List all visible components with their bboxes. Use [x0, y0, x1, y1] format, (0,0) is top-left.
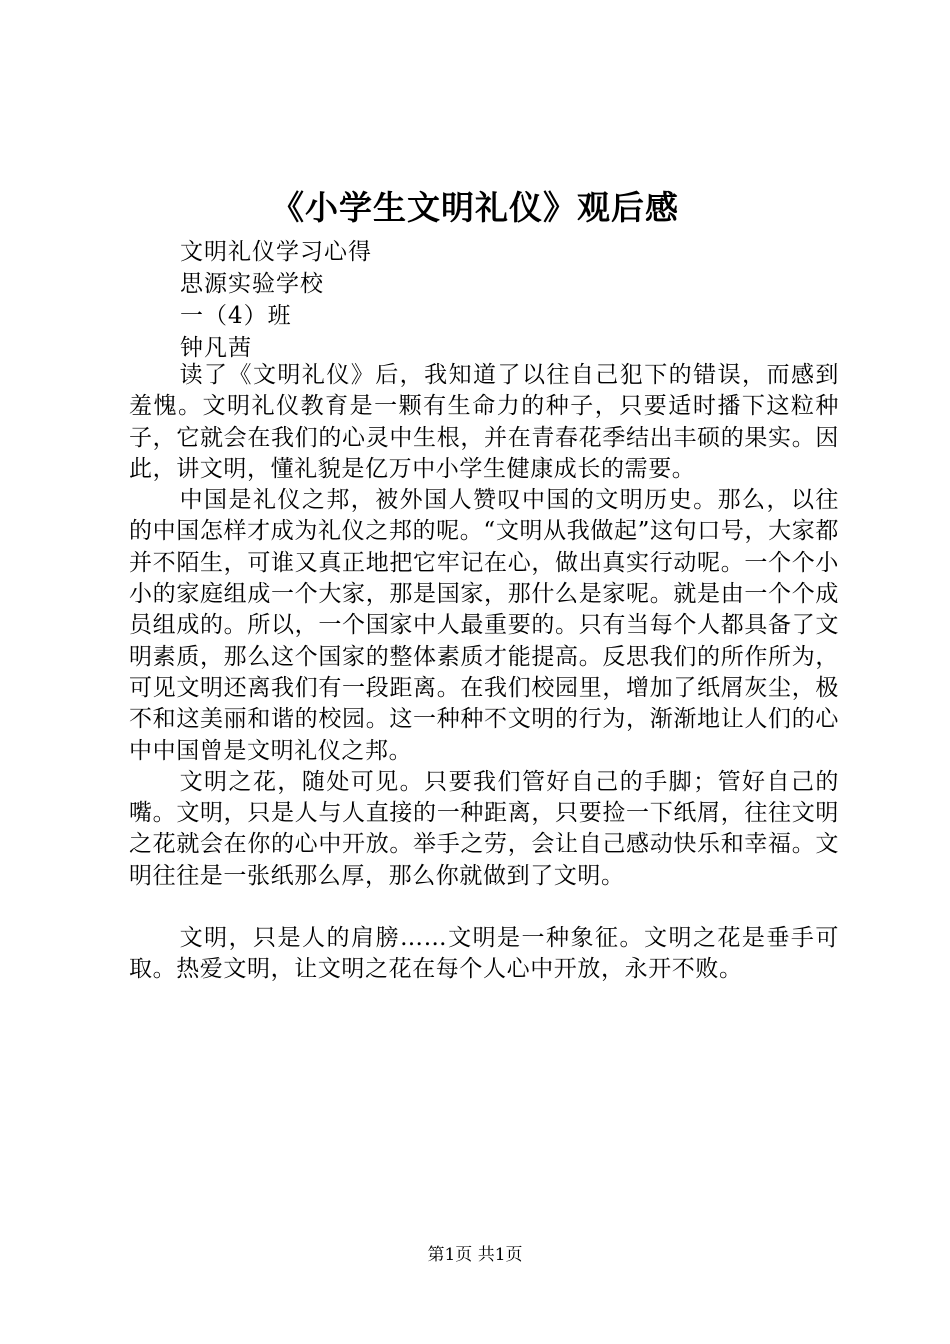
body-paragraph: 读了《文明礼仪》后，我知道了以往自己犯下的错误，而感到羞愧。文明礼仪教育是一颗有生命力的种子，只要适时播下这粒种子，它就会在我们的心灵中生根，并在青春花季结出丰硕的果实。因此，讲文明，懂礼貌是亿万中小学生健康成长的需要。 [129, 362, 839, 482]
meta-class: 一（4）班 [180, 303, 292, 329]
document-body [129, 360, 839, 986]
body-paragraph: 中国是礼仪之邦，被外国人赞叹中国的文明历史。那么，以往的中国怎样才成为礼仪之邦的呢。“文明从我做起”这句口号，大家都并不陌生，可谁又真正地把它牢记在心，做出真实行动呢。一个个小小的家庭组成一个大家，那是国家，那什么是家呢。就是由一个个成员组成的。所以，一个国家中人最重要的。只有当每个人都具备了文明素质，那么这个国家的整体素质才能提高。反思我们的所作所为，可见文明还离我们有一段距离。在我们校园里，增加了纸屑灰尘，极不和这美丽和谐的校园。这一种种不文明的行为，渐渐地让人们的心中中国曾是文明礼仪之邦。 [129, 487, 839, 764]
page-footer: 第1页 共1页 [427, 1245, 523, 1265]
body-paragraph: 文明，只是人的肩膀……文明是一种象征。文明之花是垂手可取。热爱文明，让文明之花在每个人心中开放，永开不败。 [129, 925, 839, 983]
document-meta [180, 236, 372, 364]
meta-subtitle: 文明礼仪学习心得 [180, 239, 372, 265]
document-title: 《小学生文明礼仪》观后感 [271, 188, 679, 227]
meta-school: 思源实验学校 [180, 271, 324, 297]
meta-author: 钟凡茜 [180, 335, 252, 361]
body-paragraph: 文明之花，随处可见。只要我们管好自己的手脚；管好自己的嘴。文明，只是人与人直接的一种距离，只要捡一下纸屑，往往文明之花就会在你的心中开放。举手之劳，会让自己感动快乐和幸福。文明往往是一张纸那么厚，那么你就做到了文明。 [129, 768, 839, 889]
